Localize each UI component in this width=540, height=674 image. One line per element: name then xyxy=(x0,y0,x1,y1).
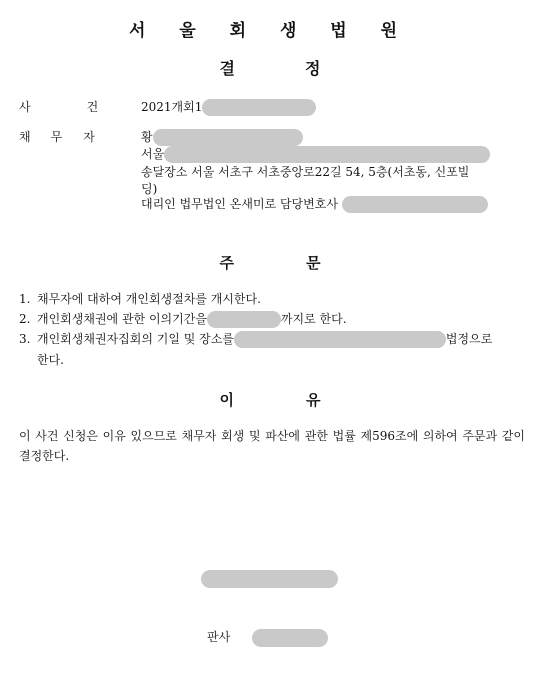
debtor-name-prefix: 황 xyxy=(141,130,153,144)
document-title xyxy=(0,56,540,79)
case-number-redaction xyxy=(202,99,316,116)
order-item-3 xyxy=(19,330,492,348)
order-item-3-text-before: 개인회생채권자집회의 기일 및 장소를 xyxy=(37,332,234,346)
case-label-char-1: 사 xyxy=(19,100,31,114)
order-item-2-redaction xyxy=(207,311,281,328)
judge-signature xyxy=(207,628,328,647)
decision-date-redaction xyxy=(201,570,338,588)
service-address-line-1: 송달장소 서울 서초구 서초중앙로22길 54, 5층(서초동, 신포빌 xyxy=(141,165,470,179)
debtor-address xyxy=(141,145,490,163)
order-item-3-text-after: 법정으로 xyxy=(445,332,493,346)
case-number xyxy=(141,98,316,116)
order-item-2-text-before: 개인회생채권에 관한 이의기간을 xyxy=(37,312,207,326)
order-item-1-text: 채무자에 대하여 개인회생절차를 개시한다. xyxy=(37,292,261,306)
judge-label: 판사 xyxy=(207,630,231,644)
debtor-label-char-1: 채 xyxy=(19,130,31,144)
order-item-2 xyxy=(19,310,347,328)
order-item-1-number: 1. xyxy=(19,292,31,306)
debtor-agent-redaction xyxy=(342,196,488,213)
case-number-prefix: 2021개회1 xyxy=(141,100,203,114)
reason-heading-char-1: 이 xyxy=(219,391,234,409)
court-name: 서 울 회 생 법 원 xyxy=(128,21,412,41)
debtor-label xyxy=(19,128,115,145)
debtor-name-redaction xyxy=(153,129,303,146)
order-item-1 xyxy=(19,290,261,307)
order-heading-char-1: 주 xyxy=(219,254,234,272)
order-heading-char-2: 문 xyxy=(306,254,321,272)
case-label xyxy=(19,98,115,115)
document-title-char-1: 결 xyxy=(219,59,235,78)
service-address-line-2: 딩) xyxy=(141,182,158,196)
order-heading xyxy=(0,252,540,273)
reason-heading xyxy=(0,389,540,410)
order-item-2-number: 2. xyxy=(19,312,31,326)
judge-name-redaction xyxy=(252,629,328,647)
debtor-agent-prefix: 대리인 법무법인 온새미로 담당변호사 xyxy=(141,197,338,211)
debtor-agent xyxy=(141,195,488,213)
reason-heading-char-2: 유 xyxy=(306,391,321,409)
order-item-3-redaction xyxy=(234,331,446,348)
document-title-char-2: 정 xyxy=(305,59,321,78)
order-item-2-text-after: 까지로 한다. xyxy=(280,312,347,326)
debtor-label-char-2: 무 xyxy=(50,130,63,144)
case-label-char-2: 건 xyxy=(86,100,99,114)
debtor-address-prefix: 서울 xyxy=(141,147,165,161)
debtor-label-char-3: 자 xyxy=(83,130,95,144)
reason-text: 이 사건 신청은 이유 있으므로 채무자 회생 및 파산에 관한 법률 제596조에 의하여 주문과 같이 결정한다. xyxy=(19,429,525,463)
debtor-name xyxy=(141,128,303,146)
order-item-3-line-2: 한다. xyxy=(37,353,64,367)
order-item-3-number: 3. xyxy=(19,332,31,346)
debtor-address-redaction xyxy=(164,146,490,163)
